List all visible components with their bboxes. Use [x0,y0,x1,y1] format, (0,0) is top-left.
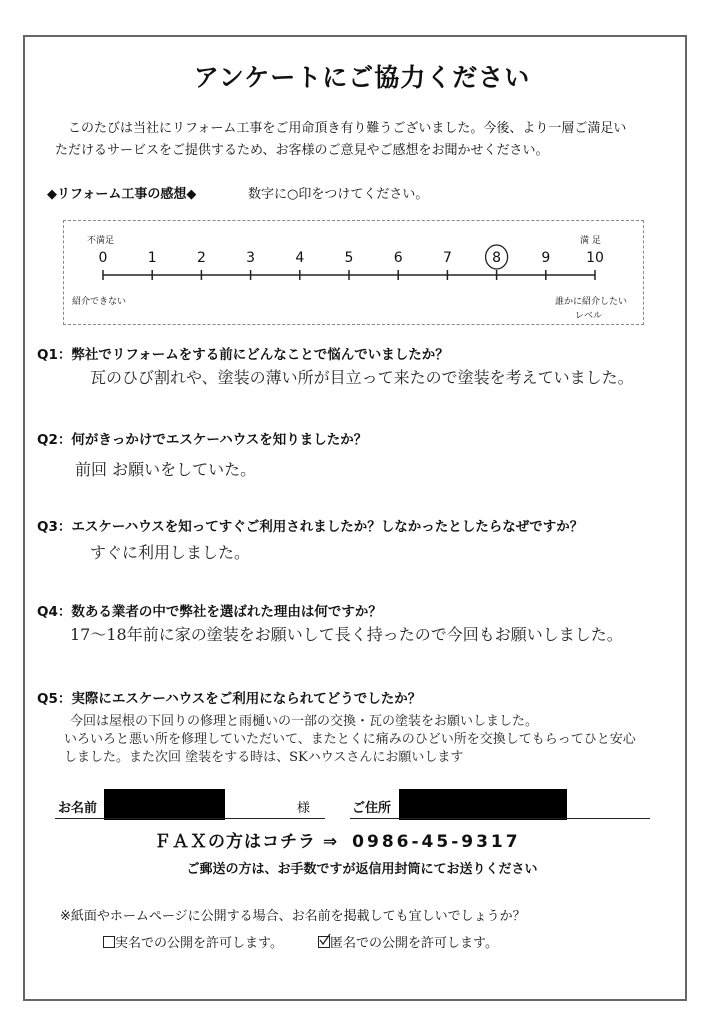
name-underline [55,818,325,819]
scale-number-8[interactable]: 8 [492,250,502,266]
question-5: Q5：実際にエスケーハウスをご利用になられてどうでしたか？ [37,691,422,707]
scale-left-top-label: 不満足 [87,236,115,246]
name-label: お名前 [58,801,98,816]
fax-label: ＦＡＸの方はコチラ ⇒ [154,832,339,852]
answer-3-line-1: すぐに利用しました。 [90,543,251,562]
question-3: Q3：エスケーハウスを知ってすぐご利用されましたか？しなかったとしたらなぜですか？ [37,519,584,535]
checkbox-real-name[interactable] [103,936,115,948]
option-real-name-label: 実名での公開を許可します。 [115,936,283,951]
scale-number-7[interactable]: 7 [442,250,452,266]
option-real-name[interactable] [103,932,283,951]
answer-5-line-2: いろいろと悪い所を修理していただいて、またとくに痛みのひどい所を交換してもらってひと安心 [64,732,636,747]
checkmark-icon [318,933,332,947]
rating-section-label: ◆リフォーム工事の感想◆ [47,187,197,202]
scale-number-9[interactable]: 9 [541,250,551,266]
question-1: Q1：弊社でリフォームをする前にどんなことで悩んでいましたか？ [37,347,449,363]
scale-number-3[interactable]: 3 [246,250,256,266]
scale-number-5[interactable]: 5 [344,250,354,266]
scale-right-top-label: 満 足 [580,236,601,246]
option-anonymous[interactable] [318,932,498,951]
scale-right-bottom-label-1: 誰かに紹介したい [555,297,628,307]
question-4: Q4：数ある業者の中で弊社を選ばれた理由は何ですか？ [37,604,382,620]
fax-line [154,827,521,852]
scale-number-6[interactable]: 6 [393,250,403,266]
answer-2-line-1: 前回 お願いをしていた。 [75,460,257,479]
scale-left-bottom-label: 紹介できない [72,297,127,307]
consent-question: ※紙面やホームページに公開する場合、お名前を掲載しても宜しいでしょうか？ [60,909,526,924]
scale-number-4[interactable]: 4 [295,250,305,266]
answer-5-line-1: 今回は屋根の下回りの修理と雨樋いの一部の交換・瓦の塗装をお願いしました。 [70,714,539,729]
mail-note: ご郵送の方は、お手数ですが返信用封筒にてお送りください [186,862,538,877]
intro-line-1: このたびは当社にリフォーム工事をご用命頂き有り難うございました。今後、より一層ご満足い [68,121,627,136]
rating-instruction: 数字に○印をつけてください。 [248,187,429,202]
question-2: Q2：何がきっかけでエスケーハウスを知りましたか？ [37,432,368,448]
honorific: 様 [297,801,311,816]
address-label: ご住所 [352,801,392,816]
option-anonymous-label: 匿名での公開を許可します。 [330,936,498,951]
name-redaction [104,789,225,820]
rating-scale [63,220,644,325]
answer-4-line-1: 17〜18年前に家の塗装をお願いして長く持ったので今回もお願いしました。 [70,625,623,644]
checkbox-anonymous[interactable] [318,936,330,948]
answer-5-line-3: しました。また次回 塗装をする時は、SKハウスさんにお願いします [64,750,464,765]
answer-1-line-1: 瓦のひび割れや、塗装の薄い所が目立って来たので塗装を考えていました。 [90,368,634,387]
intro-line-2: ただけるサービスをご提供するため、お客様のご意見やご感想をお聞かせください。 [55,143,549,158]
scale-number-2[interactable]: 2 [196,250,206,266]
address-underline [350,818,650,819]
scale-number-1[interactable]: 1 [147,250,157,266]
scale-right-bottom-label-2: レベル [575,311,603,321]
fax-number: 0986-45-9317 [352,832,521,852]
survey-title: アンケートにご協力ください [193,63,531,92]
scale-number-10[interactable]: 10 [586,250,604,266]
address-redaction [399,789,567,820]
scale-number-0[interactable]: 0 [98,250,108,266]
intro-text [55,118,655,162]
